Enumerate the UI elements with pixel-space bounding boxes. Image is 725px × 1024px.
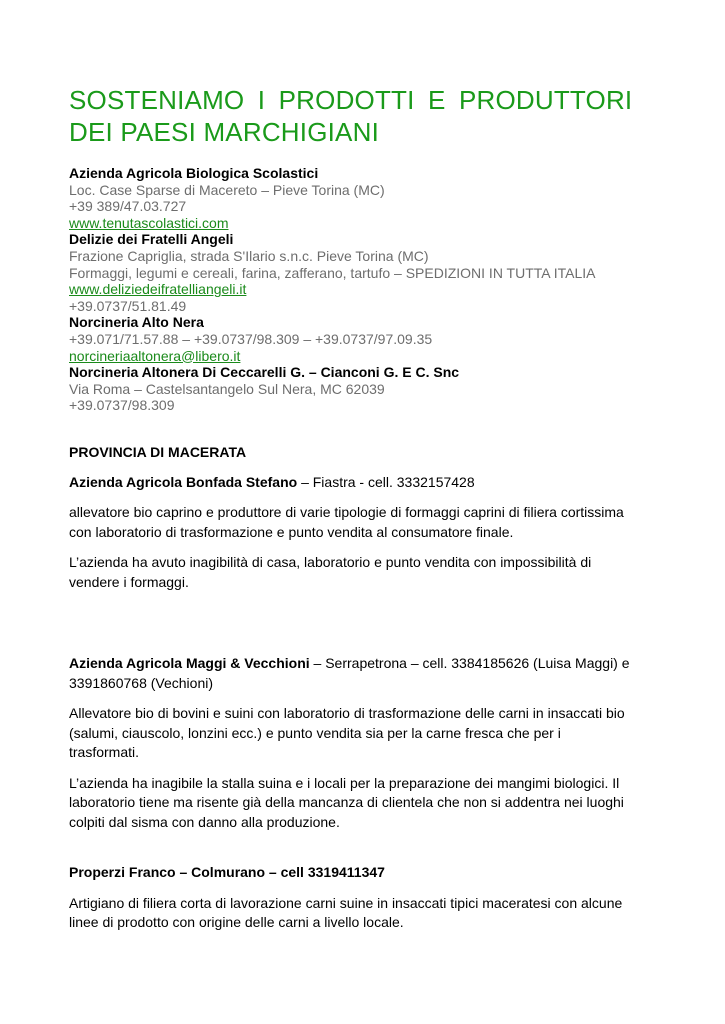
page-title [69,84,669,148]
document-page [69,84,669,933]
producer-description: Allevatore bio di bovini e suini con laboratorio di trasformazione delle carni in insaccati bio (salumi, ciauscolo, lonzini ecc.) e punto vendita sia per la carne fresca che per i trasformati. [69,705,625,761]
producer-description: Artigiano di filiera corta di lavorazione carni suine in insaccati tipici maceratesi con alcune linee di prodotto con origine delle carni a livello locale. [69,894,623,931]
contact-website-link[interactable]: www.tenutascolastici.com [69,214,229,231]
contacts-block [69,165,669,414]
contact-name: Norcineria Altonera Di Ceccarelli G. – Cianconi G. E C. Snc [69,364,460,381]
producer-name: Azienda Agricola Bonfada Stefano [69,473,298,490]
contact-website-link[interactable]: www.deliziedeifratelliangeli.it [69,281,247,298]
contact-address: Frazione Capriglia, strada S'Ilario s.n.c. Pieve Torina (MC) [69,247,429,264]
title-line-1: SOSTENIAMO I PRODOTTI E PRODUTTORI [69,85,633,115]
contact-name: Azienda Agricola Biologica Scolastici [69,165,319,181]
contact-phone: +39 389/47.03.727 [69,198,187,215]
contact-name: Norcineria Alto Nera [69,314,204,331]
producer-description: allevatore bio caprino e produttore di varie tipologie di formaggi caprini di filiera cortissima con laboratorio di trasformazione e punto vendita al consumatore finale. [69,504,624,540]
producer-info: – Fiastra - cell. 3332157428 [297,473,475,490]
producer-entry [69,863,669,933]
contact-phone: +39.071/71.57.88 – +39.0737/98.309 – +39.0737/97.09.35 [69,330,433,347]
producer-description: L’azienda ha inagibile la stalla suina e i locali per la preparazione dei mangimi biologici. Il laboratorio tiene ma risente già della mancanza di clientela che non si addentra nei luoghi colpiti dal sisma con danno alla produzione. [69,774,624,830]
contact-address: Loc. Case Sparse di Macereto – Pieve Torina (MC) [69,181,385,198]
producer-name: Properzi Franco – Colmurano – cell 3319411347 [69,864,385,881]
producer-info: – Serrapetrona – cell. 3384185626 (Luisa Maggi) e [309,655,630,672]
section-heading: PROVINCIA DI MACERATA [69,443,247,460]
contact-phone: +39.0737/51.81.49 [69,297,187,314]
producer-description: L’azienda ha avuto inagibilità di casa, laboratorio e punto vendita con impossibilità di vendere i formaggi. [69,554,592,590]
contact-email-link[interactable]: norcineriaaltonera@libero.it [69,347,241,364]
contact-address: Via Roma – Castelsantangelo Sul Nera, MC 62039 [69,380,385,397]
contact-products: Formaggi, legumi e cereali, farina, zafferano, tartufo – SPEDIZIONI IN TUTTA ITALIA [69,264,596,281]
producer-info: 3391860768 (Vechioni) [69,674,214,691]
producer-name: Azienda Agricola Maggi & Vecchioni [69,655,310,672]
contact-phone: +39.0737/98.309 [69,397,175,414]
contact-name: Delizie dei Fratelli Angeli [69,231,234,248]
producer-entry [69,473,669,593]
producer-entry [69,654,669,832]
title-line-2: DEI PAESI MARCHIGIANI [69,117,379,147]
